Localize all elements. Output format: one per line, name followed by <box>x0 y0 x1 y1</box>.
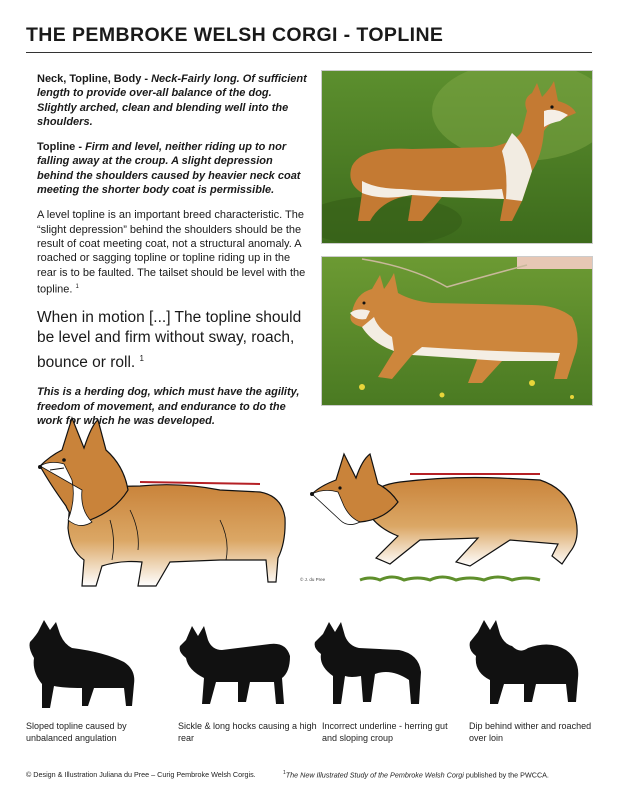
motion-quote-text: When in motion [...] The topline should be level and firm without sway, roach, bounce or roll. <box>37 308 302 371</box>
fault-silhouette-sickle-hocks <box>176 618 296 713</box>
neck-text: Neck-Fairly long. Of sufficient length to provide over-all balance of the dog. Slightly arched, clean and blending well into the shoulders. <box>37 73 307 128</box>
neck-lead: Neck, Topline, Body - <box>37 73 152 85</box>
footer-source-rest: published by the PWCCA. <box>463 770 549 780</box>
fault-silhouette-dip-roach <box>466 618 586 713</box>
topline-lead: Topline - <box>37 141 86 154</box>
page-title: THE PEMBROKE WELSH CORGI - TOPLINE <box>26 24 444 46</box>
fault-caption-4: Dip behind wither and roached over loin <box>469 721 592 743</box>
commentary-text: A level topline is an important breed characteristic. The “slight depression” behind the shoulders should be the result of coat meeting coat, not a structural anomaly. A roached or sagging topline or topline riding up in the rear is to be faulted. The tailset should be level with the topline. <box>37 209 306 296</box>
title-divider <box>26 52 592 53</box>
commentary <box>37 208 307 296</box>
footer-credit: © Design & Illustration Juliana du Pree – Curig Pembroke Welsh Corgis. <box>26 770 256 779</box>
moving-corgi-illustration <box>300 440 595 590</box>
topline-text: Firm and level, neither riding up to nor falling away at the croup. A slight depression behind the shoulders caused by heavier neck coat meeting the shorter body coat is permissible. <box>37 141 301 197</box>
fault-silhouette-sloped-topline <box>24 618 144 713</box>
text-column <box>37 72 307 439</box>
quote-footnote-mark: 1 <box>139 353 144 363</box>
moving-corgi-photo <box>321 256 593 406</box>
standing-corgi-photo <box>321 70 593 244</box>
standing-corgi-illustration <box>20 410 295 600</box>
fault-silhouette-herring-gut <box>311 618 431 713</box>
footer-source <box>283 770 549 779</box>
footnote-mark: 1 <box>75 283 79 290</box>
herding-text: This is a herding dog, which must have the agility, freedom of movement, and endurance to do the work for which he was developed. <box>37 386 300 428</box>
fault-caption-2: Sickle & long hocks causing a high rear <box>178 721 317 743</box>
footer-source-title: The New Illustrated Study of the Pembroke Welsh Corgi <box>285 770 464 780</box>
topline-standard <box>37 140 307 197</box>
neck-standard <box>37 72 307 129</box>
fault-caption-1: Sloped topline caused by unbalanced angulation <box>26 721 127 743</box>
footer-source-mark: 1 <box>283 770 286 776</box>
motion-quote <box>37 308 317 374</box>
illustration-credit: © J. du Pree <box>300 577 326 582</box>
fault-caption-3: Incorrect underline - herring gut and sloping croup <box>322 721 448 743</box>
